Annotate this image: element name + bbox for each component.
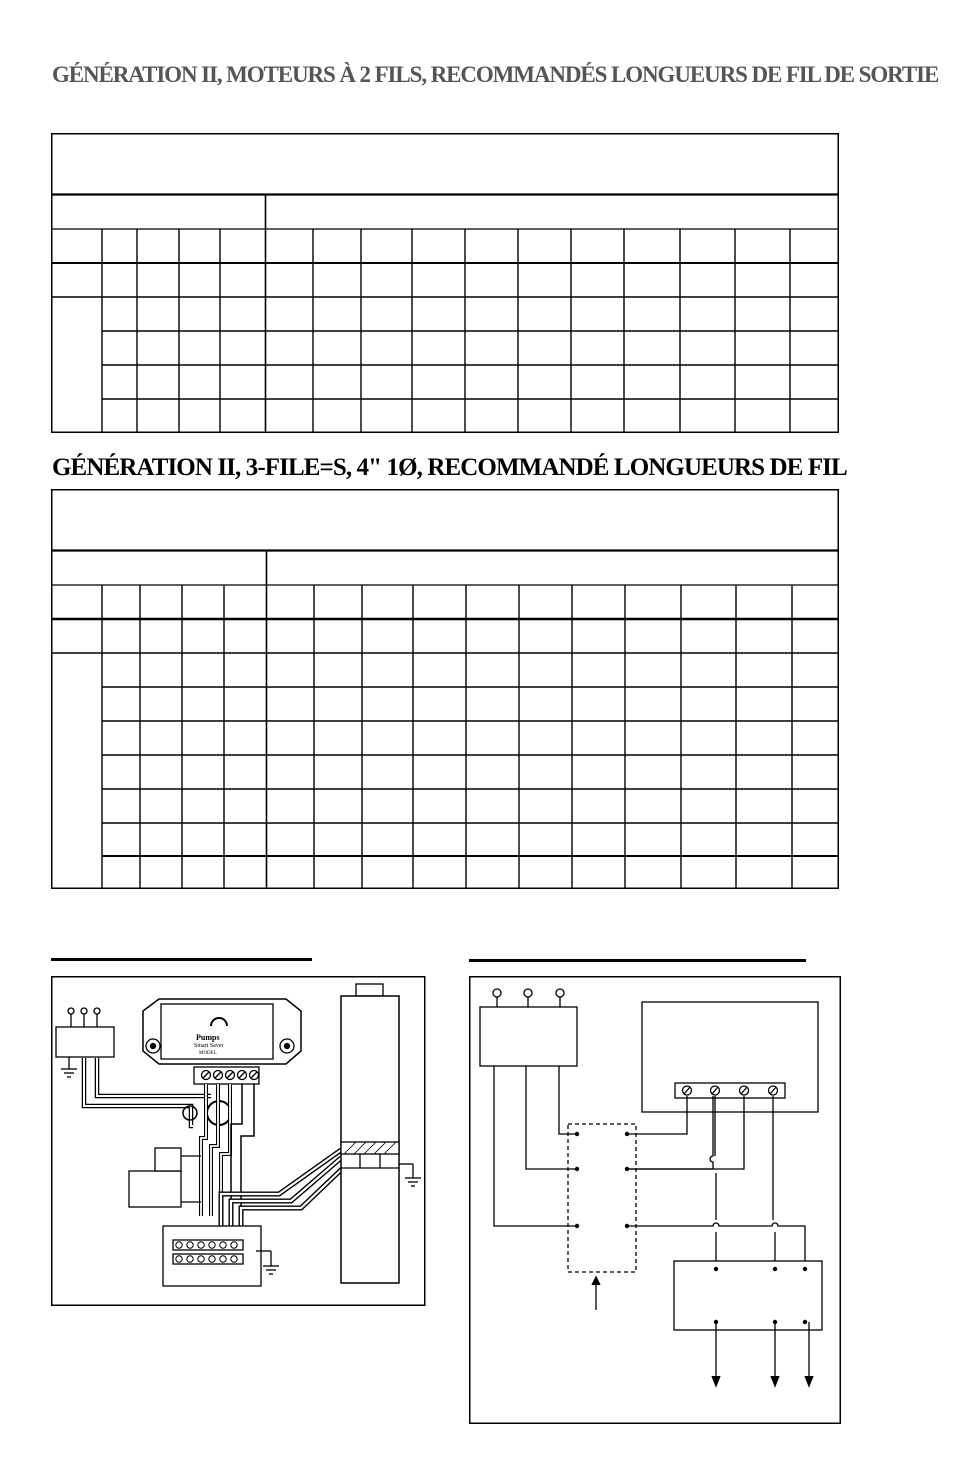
left-diagram-heading-rule (51, 958, 312, 961)
output-arrows-icon (712, 1322, 813, 1386)
left-diagram-svg (51, 976, 426, 1307)
device-model-label: MODEL (199, 1051, 217, 1056)
control-box-icon (642, 1002, 818, 1112)
device-product-label: Smart Saver (194, 1043, 224, 1049)
dashed-device-icon (568, 1124, 636, 1272)
pump-motor-icon (341, 984, 421, 1283)
right-wiring-diagram (469, 976, 842, 1425)
left-wiring-diagram (51, 976, 426, 1307)
junction-block-icon (163, 1226, 279, 1286)
motor-starter-box-icon (674, 1261, 822, 1330)
table1-grid (51, 133, 839, 433)
wire-length-table-3-wire (51, 489, 839, 889)
supply-terminals-icon (480, 989, 577, 1066)
device-brand-label: Pumps (196, 1033, 220, 1042)
right-diagram-svg (469, 976, 842, 1425)
table1-title: GÉNÉRATION II, MOTEURS À 2 FILS, RECOMMANDÉS LONGUEURS DE FIL DE SORTIE (52, 62, 939, 87)
table2-grid (51, 489, 839, 889)
table2-title: GÉNÉRATION II, 3-FILE=S, 4" 1Ø, RECOMMANDÉ LONGUEURS DE FIL (52, 454, 847, 481)
wire-length-table-2-wire (51, 133, 839, 433)
right-diagram-heading-rule (469, 959, 806, 962)
pressure-switch-icon (129, 1148, 201, 1207)
smart-saver-device-icon (143, 999, 301, 1084)
